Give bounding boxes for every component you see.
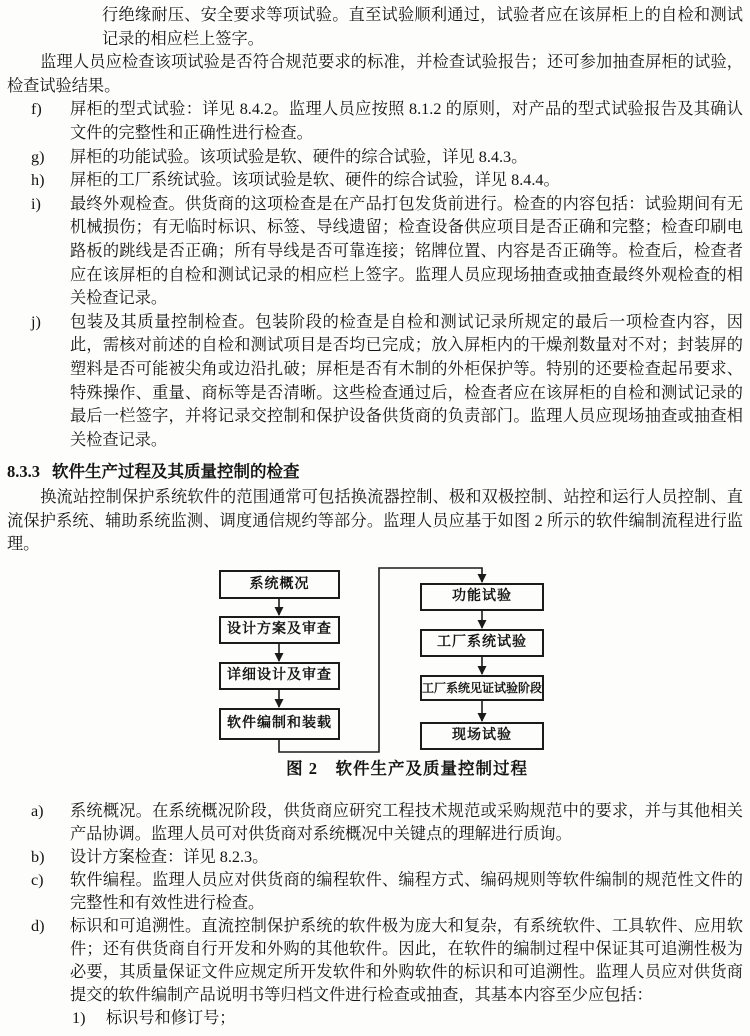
list-label: c) — [31, 871, 44, 890]
list-label: i) — [31, 194, 41, 213]
list-item-j — [7, 311, 743, 453]
list-label: b) — [31, 848, 45, 867]
flow-box-witness-test: 工厂系统见证试验阶段 — [420, 675, 544, 701]
supervision-paragraph: 监理人员应检查该项试验是否符合规范要求的标准，并检查试验报告；还可参加抽查屏柜的试验，检查试验结果。 — [7, 53, 743, 95]
list-text: 屏柜的型式试验：详见 8.4.2。监理人员应按照 8.1.2 的原则，对产品的型式试验报告及其确认文件的完整性和正确性进行检查。 — [70, 100, 743, 142]
list-item-c — [7, 869, 743, 915]
list-item-a — [7, 800, 743, 846]
list-text: 包装及其质量控制检查。包装阶段的检查是自检和测试记录所规定的最后一项检查内容，因此，需核对前述的自检和测试项目是否均已完成；放入屏柜内的干燥剂数量对不对；封装屏的塑料是否可能被尖角或边沿扎破；屏柜是否有木制的外柜保护等。特别的还要检查起吊要求、特殊操作、重量、商标等是否清晰。这些检查通过后，检查者应在该屏柜的自检和测试记录的最后一栏签字，并将记录交控制和保护设备供货商的负责部门。监理人员应现场抽查或抽查相关检查记录。 — [70, 312, 743, 449]
figure-caption: 图 2 软件生产及质量控制过程 — [286, 759, 528, 779]
list-subitem-1 — [7, 1007, 743, 1030]
list-text: 系统概况。在系统概况阶段，供货商应研究工程技术规范或采购规范中的要求，并与其他相关产品协调。监理人员可对供货商对系统概况中关键点的理解进行质询。 — [70, 802, 743, 844]
flow-box-function-test: 功能试验 — [420, 583, 544, 611]
list-label: a) — [31, 802, 44, 821]
flow-box-detailed-design: 详细设计及审查 — [219, 662, 340, 690]
continuation-paragraph: 行绝缘耐压、安全要求等项试验。直至试验顺利通过，试验者应在该屏柜上的自检和测试记录的相应栏上签字。 — [102, 6, 743, 48]
list-text: 标识和可追溯性。直流控制保护系统的软件极为庞大和复杂，有系统软件、工具软件、应用软件；还有供货商自行开发和外购的其他软件。因此，在软件的编制过程中保证其可追溯性极为必要，其质量保证文件应规定所开发软件和外购软件的标识和可追溯性。监理人员应对供货商提交的软件编制产品说明书等归档文件进行检查或抽查，其基本内容至少应包括： — [70, 917, 743, 1005]
list-item-h — [7, 169, 743, 193]
list-text: 软件编程。监理人员应对供货商的编程软件、编程方式、编码规则等软件编制的规范性文件的完整性和有效性进行检查。 — [70, 871, 743, 913]
list-label: d) — [31, 917, 45, 936]
list-f-to-j — [7, 98, 743, 452]
section-title: 软件生产过程及其质量控制的检查 — [52, 462, 300, 482]
list-text: 屏柜的功能试验。该项试验是软、硬件的综合试验，详见 8.4.3。 — [70, 147, 528, 166]
software-scope-paragraph: 换流站控制保护系统软件的范围通常可包括换流器控制、极和双极控制、站控和运行人员控制、直流保护系统、辅助系统监测、调度通信规约等部分。监理人员应基于如图 2 所示的软件编制流程进行监理。 — [7, 488, 743, 554]
list-label: h) — [31, 171, 45, 190]
list-text: 屏柜的工厂系统试验。该项试验是软、硬件的综合试验，详见 8.4.4。 — [70, 171, 560, 190]
list-item-g — [7, 146, 743, 170]
list-a-to-d — [7, 800, 743, 1030]
flow-box-system-overview: 系统概况 — [219, 570, 340, 599]
list-label: g) — [31, 147, 45, 166]
list-label: 1) — [72, 1009, 86, 1028]
list-text: 最终外观检查。供货商的这项检查是在产品打包发货前进行。检查的内容包括：试验期间有无机械损伤；有无临时标识、标签、导线遗留；检查设备供应项目是否正确和完整；检查印刷电路板的跳线是否正确；所有导线是否可靠连接；铭牌位置、内容是否正确等。检查后，检查者应在该屏柜的自检和测试记录的相应栏上签字。监理人员应现场抽查或抽查最终外观检查的相关检查记录。 — [70, 194, 743, 308]
section-number: 8.3.3 — [7, 462, 40, 482]
list-text: 设计方案检查：详见 8.2.3。 — [70, 848, 269, 867]
list-label: j) — [31, 312, 41, 331]
list-label: f) — [31, 100, 42, 119]
list-item-b — [7, 846, 743, 869]
flow-box-design-scheme: 设计方案及审查 — [219, 616, 340, 644]
flow-box-software-loading: 软件编制和装载 — [219, 708, 340, 740]
list-text: 标识号和修订号； — [106, 1009, 236, 1028]
flow-box-factory-test: 工厂系统试验 — [420, 629, 544, 657]
flowchart-figure — [7, 562, 750, 784]
list-item-d — [7, 915, 743, 1007]
flowchart-connectors — [7, 562, 750, 784]
section-heading-8-3-3 — [7, 460, 743, 484]
list-item-f — [7, 98, 743, 145]
list-item-i — [7, 193, 743, 311]
flow-box-site-test: 现场试验 — [420, 722, 544, 750]
